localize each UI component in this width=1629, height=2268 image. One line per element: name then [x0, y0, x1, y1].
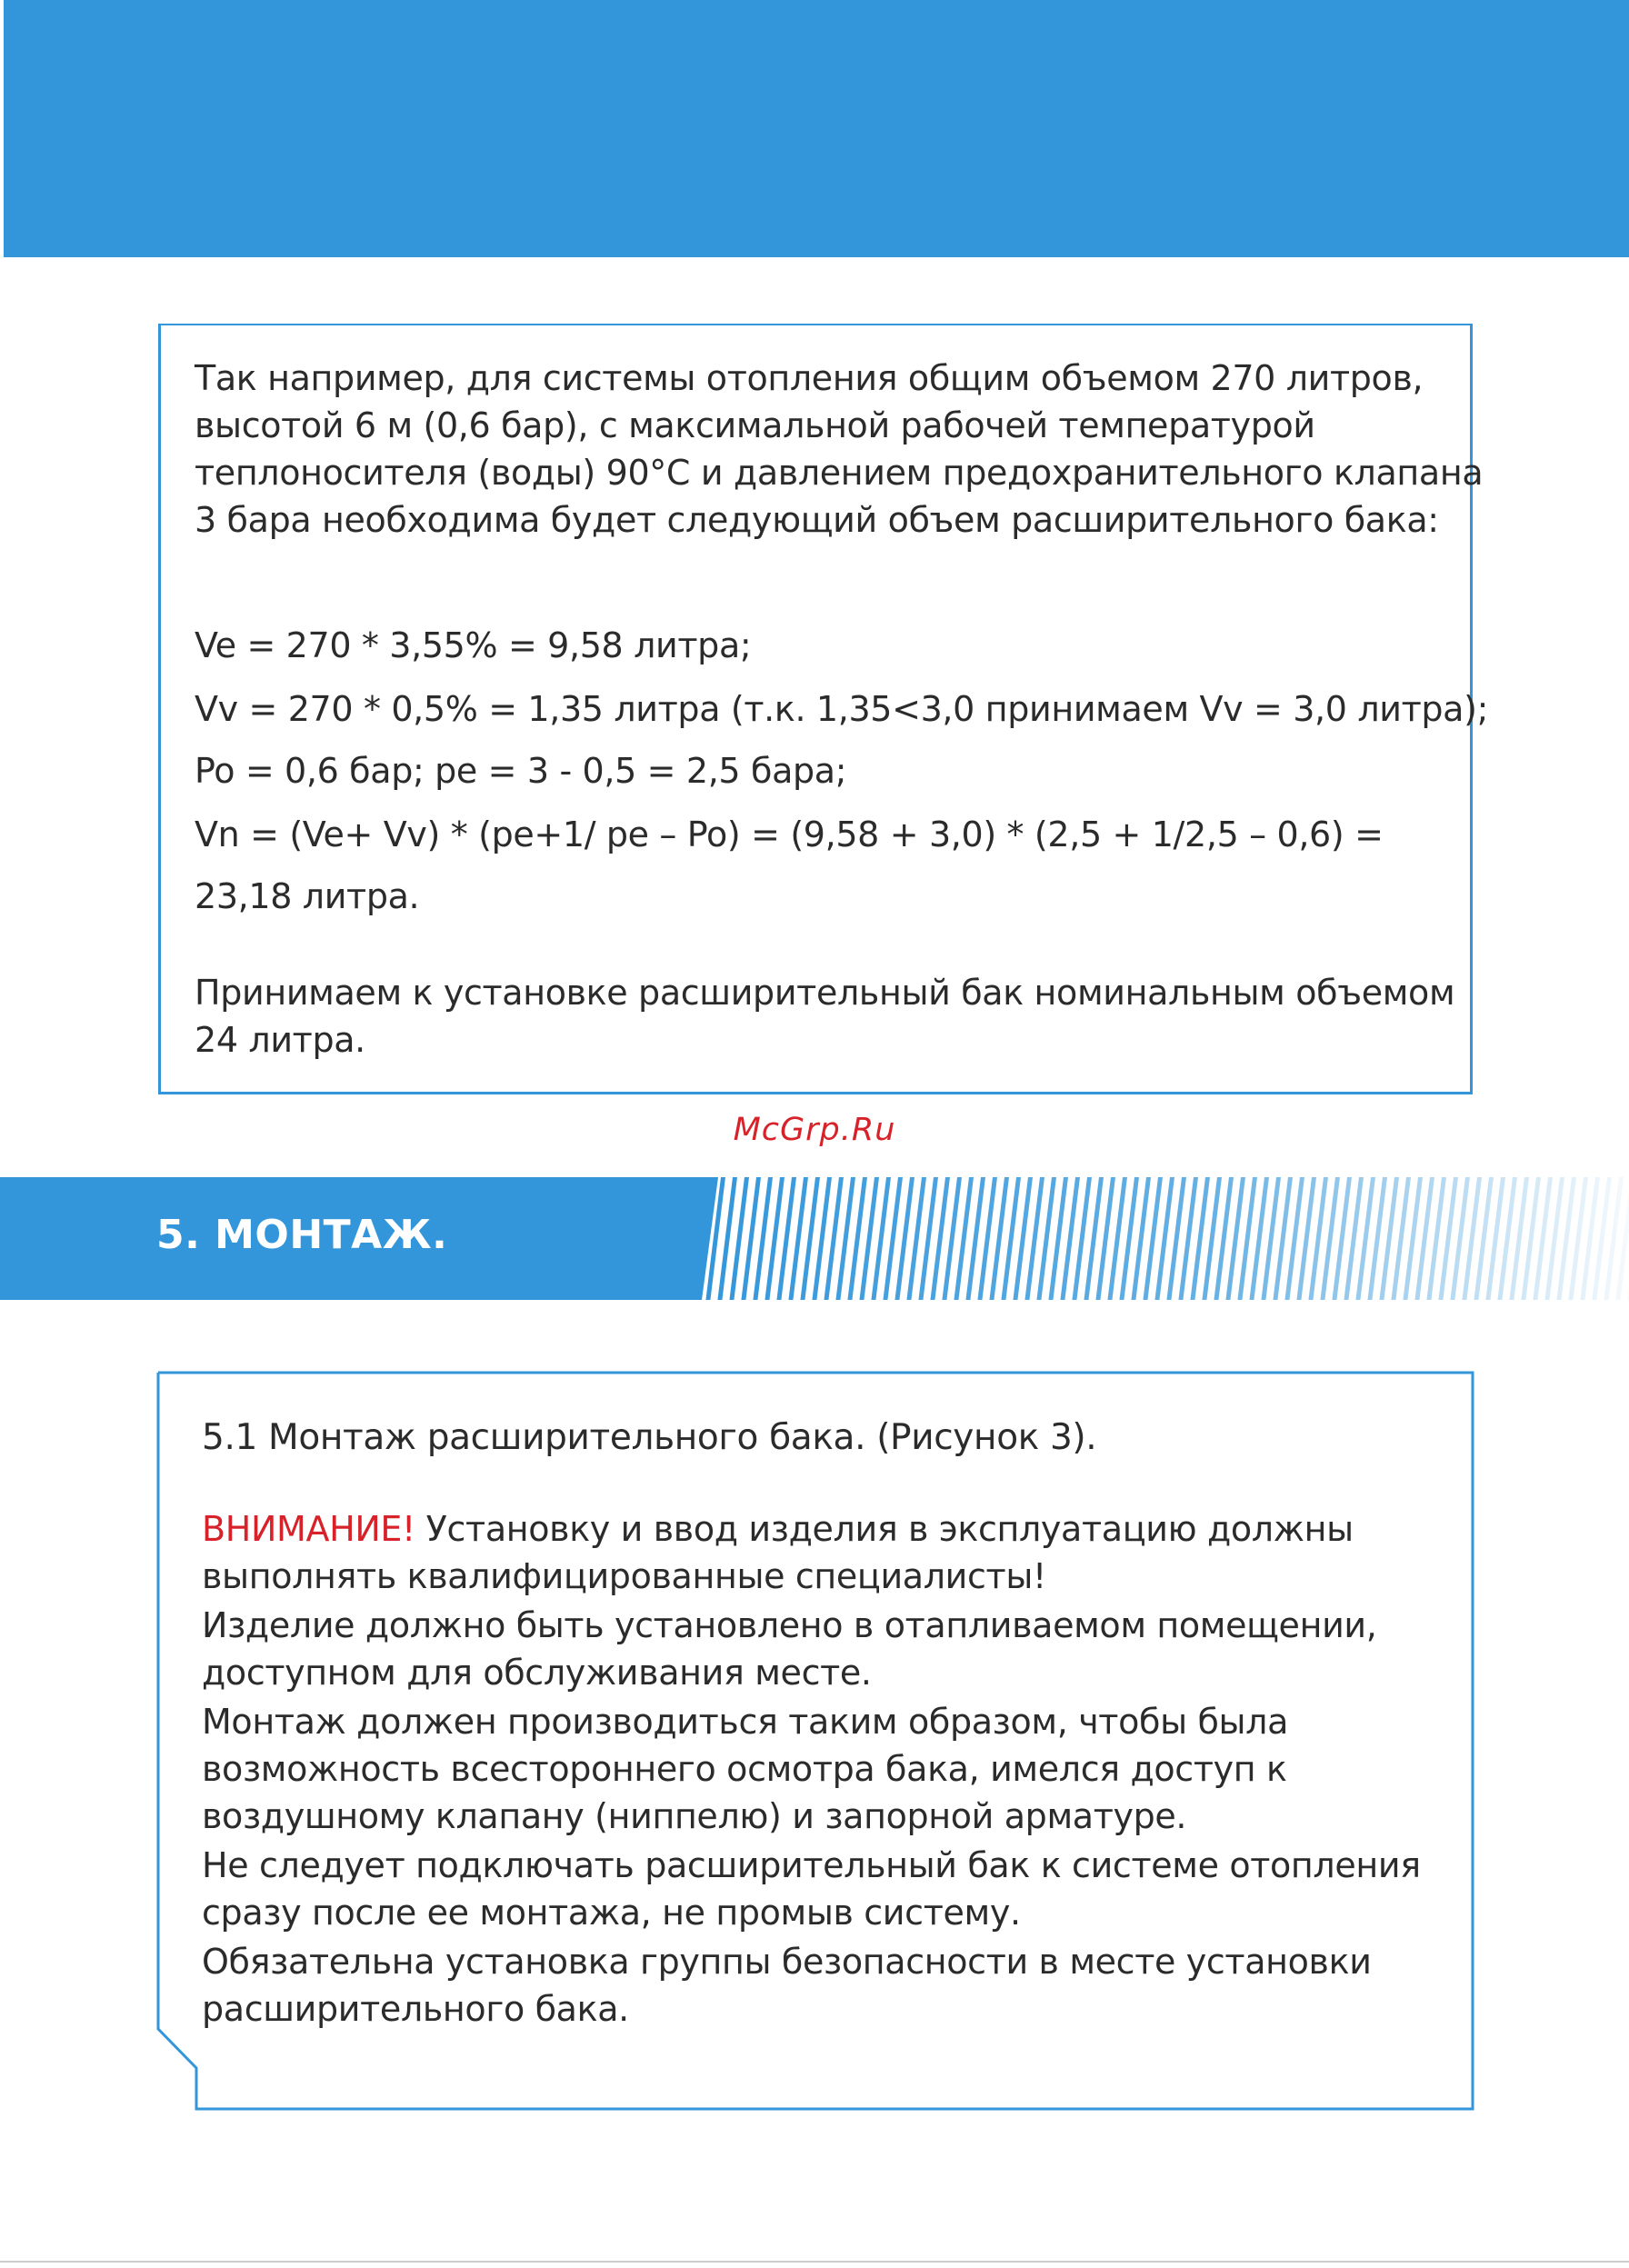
installation-line-1: ВНИМАНИЕ! Установку и ввод изделия в эксплуатацию должны: [202, 1509, 1354, 1549]
example-intro-line-2: высотой 6 м (0,6 бар), с максимальной рабочей температурой: [195, 405, 1315, 445]
installation-line-4: доступном для обслуживания месте.: [202, 1653, 872, 1693]
conclusion-line-2: 24 литра.: [195, 1020, 365, 1060]
installation-heading: 5.1 Монтаж расширительного бака. (Рисунок 3).: [202, 1417, 1097, 1458]
installation-line-5: Монтаж должен производиться таким образом, чтобы была: [202, 1702, 1289, 1742]
example-intro-line-1: Так например, для системы отопления общим объемом 270 литров,: [195, 358, 1424, 398]
installation-line-9: сразу после ее монтажа, не промыв систему.: [202, 1893, 1021, 1933]
page-bottom-divider: [0, 2261, 1629, 2263]
watermark: McGrp.Ru: [733, 1112, 896, 1148]
conclusion-line-1: Принимаем к установке расширительный бак номинальным объемом: [195, 973, 1455, 1013]
example-intro-line-4: 3 бара необходима будет следующий объем расширительного бака:: [195, 500, 1439, 540]
installation-line-10: Обязательна установка группы безопасности в месте установки: [202, 1942, 1372, 1982]
formula-vv: Vv = 270 * 0,5% = 1,35 литра (т.к. 1,35<3,0 принимаем Vv = 3,0 литра);: [195, 689, 1489, 729]
formula-po: Po = 0,6 бар; pe = 3 - 0,5 = 2,5 бара;: [195, 751, 847, 791]
formula-ve: Ve = 270 * 3,55% = 9,58 литра;: [195, 625, 752, 665]
formula-vn: Vn = (Ve+ Vv) * (pe+1/ pe – Po) = (9,58 + 3,0) * (2,5 + 1/2,5 – 0,6) =: [195, 814, 1384, 854]
installation-line-8: Не следует подключать расширительный бак к системе отопления: [202, 1845, 1421, 1885]
header-band: [4, 0, 1629, 257]
section-title: 5. МОНТАЖ.: [156, 1212, 448, 1258]
installation-line-7: воздушному клапану (ниппелю) и запорной арматуре.: [202, 1796, 1187, 1836]
warning-label: ВНИМАНИЕ!: [202, 1509, 415, 1549]
formula-vn-result: 23,18 литра.: [195, 876, 420, 916]
installation-line-6: возможность всестороннего осмотра бака, имелся доступ к: [202, 1749, 1287, 1789]
installation-line-11: расширительного бака.: [202, 1989, 629, 2029]
installation-line-2: выполнять квалифицированные специалисты!: [202, 1556, 1046, 1596]
example-intro-line-3: теплоносителя (воды) 90°С и давлением предохранительного клапана: [195, 453, 1484, 493]
installation-line-3: Изделие должно быть установлено в отапливаемом помещении,: [202, 1605, 1377, 1645]
